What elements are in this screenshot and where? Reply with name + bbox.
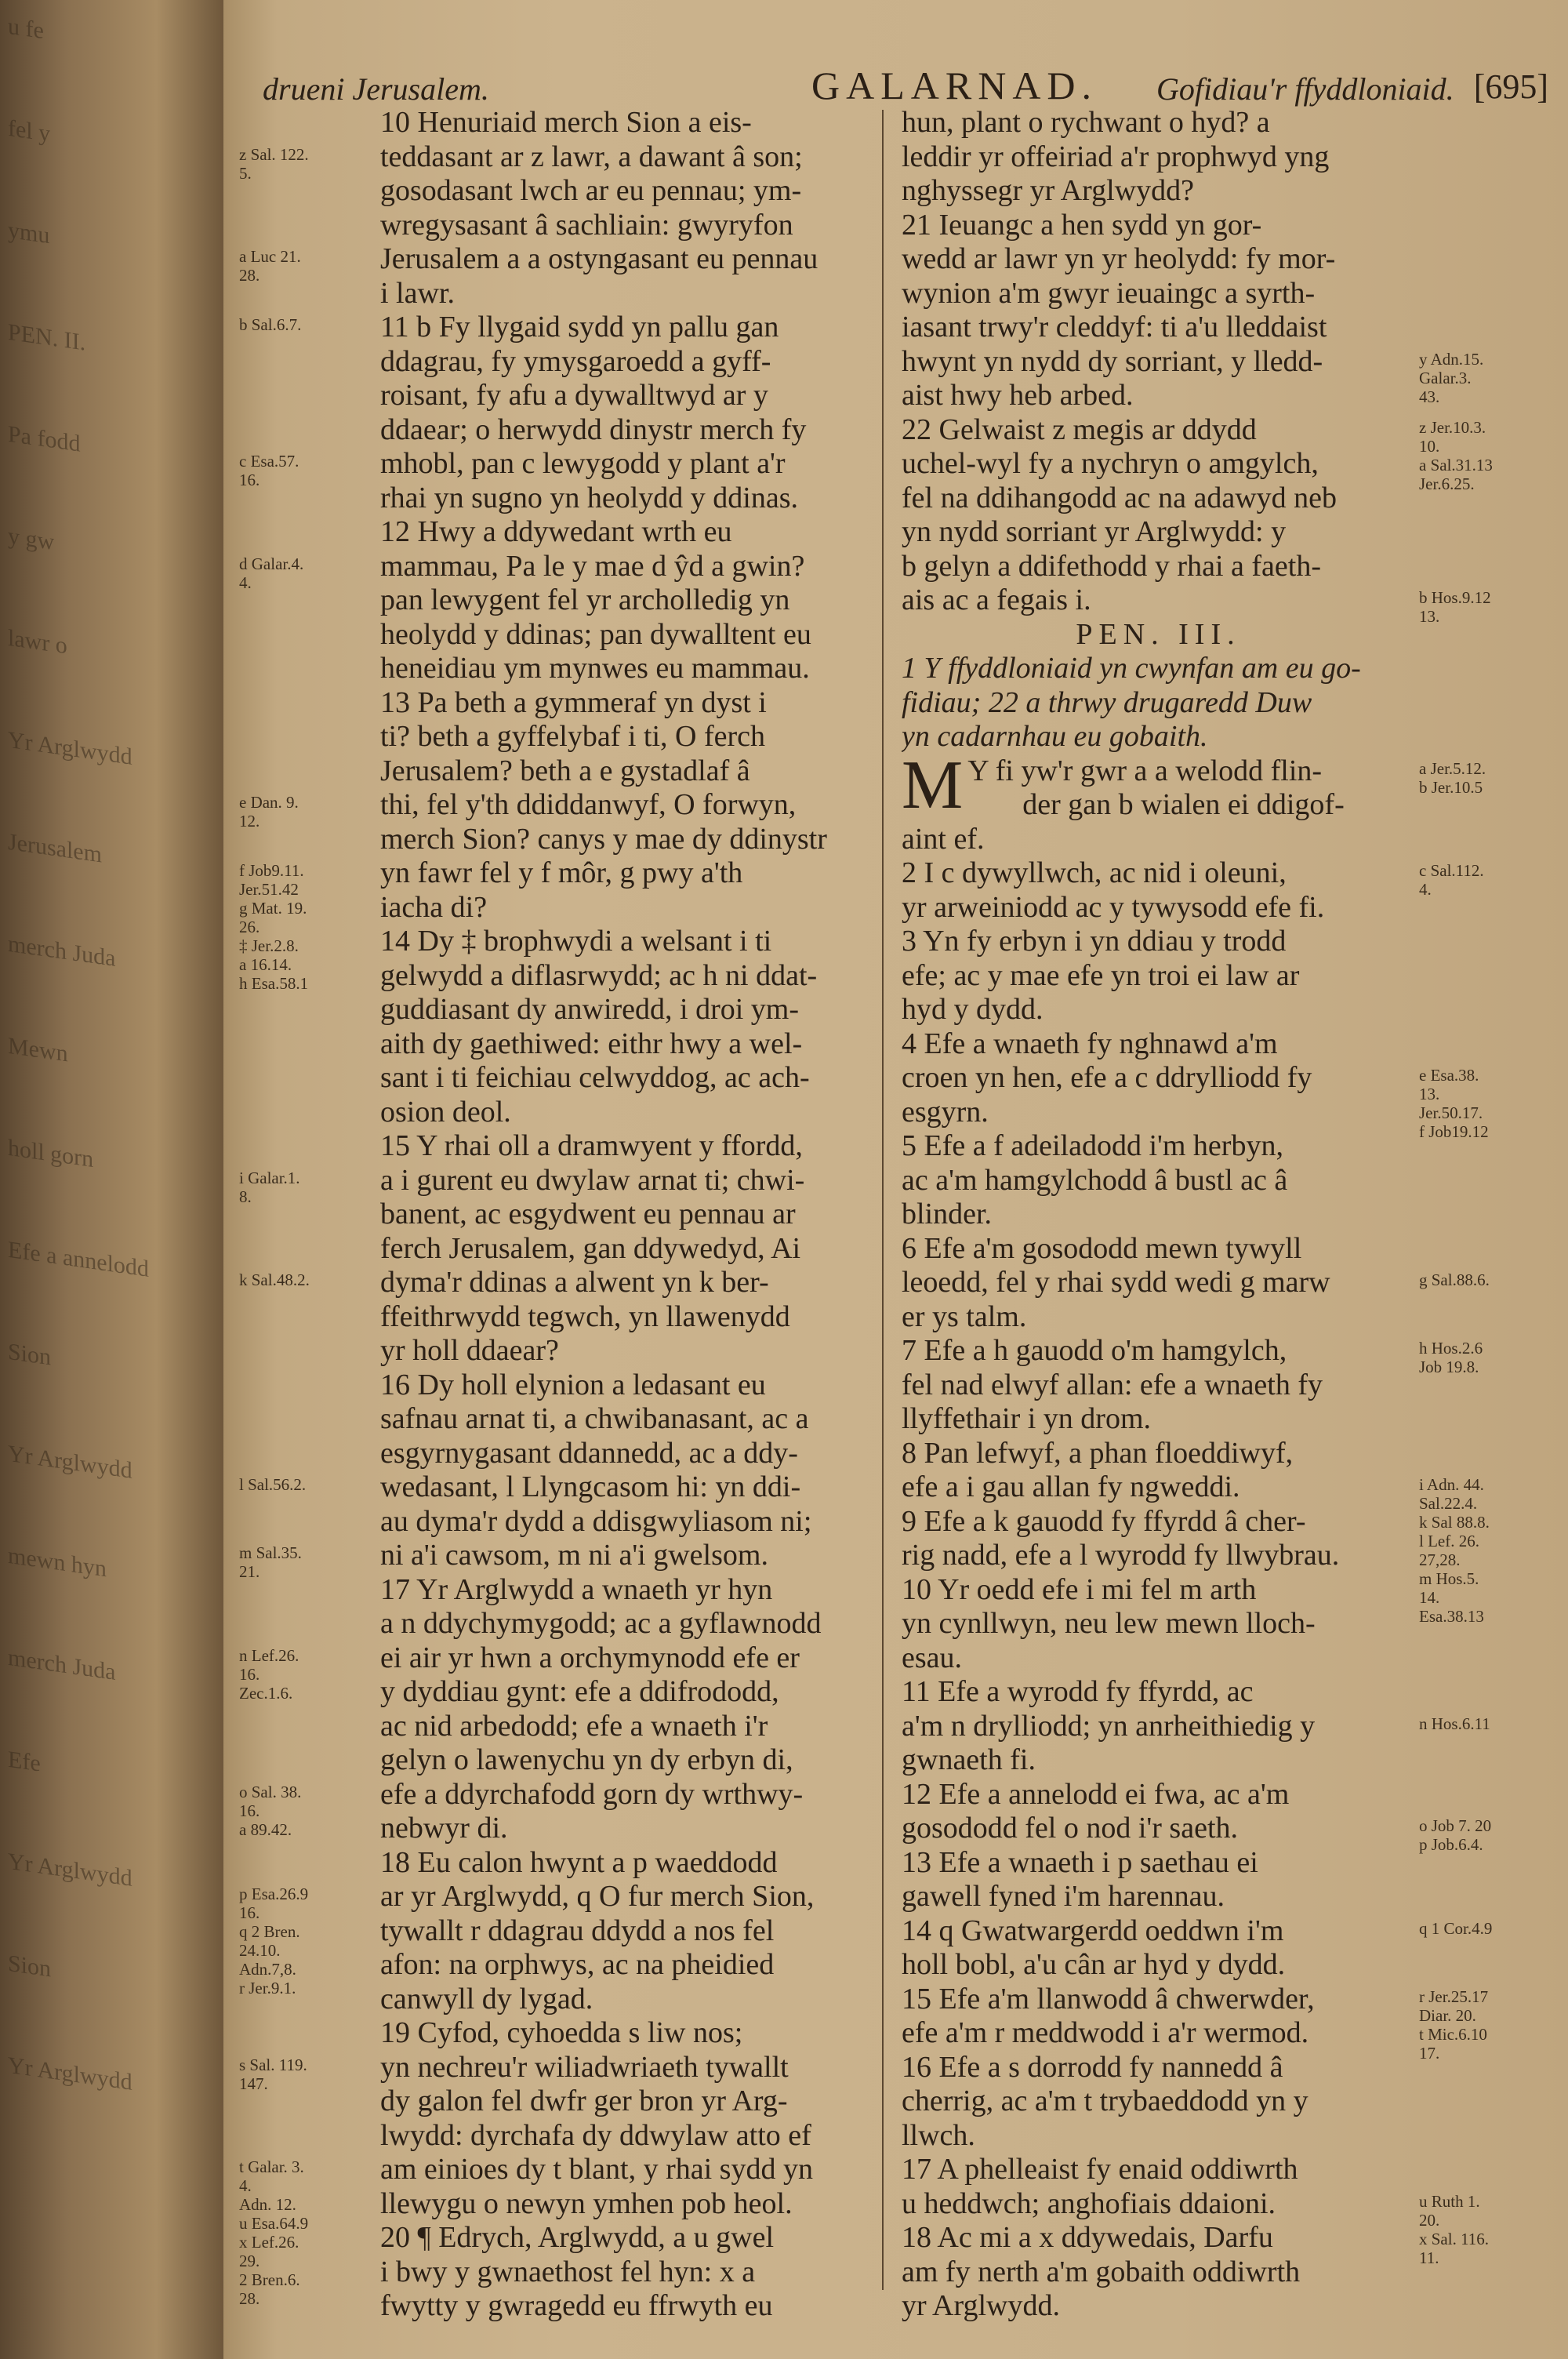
verse-line: croen yn hen, efe a c ddrylliodd fy xyxy=(902,1061,1312,1094)
margin-reference: z Sal. 122. 5. xyxy=(239,144,309,183)
facing-page-fragment: Jerusalem xyxy=(8,828,102,868)
margin-reference: k Sal.48.2. xyxy=(239,1270,310,1289)
header-left: drueni Jerusalem. xyxy=(263,71,489,107)
verse-line: 11 b Fy llygaid sydd yn pallu gan xyxy=(380,311,779,343)
verse-line: ffeithrwydd tegwch, yn llawenydd xyxy=(380,1299,790,1333)
drop-cap: M xyxy=(902,747,964,823)
margin-reference: l Sal.56.2. xyxy=(239,1475,307,1494)
verse-line: ddaear; o herwydd dinystr merch fy xyxy=(380,413,807,446)
verse-line: leoedd, fel y rhai sydd wedi g marw xyxy=(902,1266,1330,1299)
facing-page-fragment: ymu xyxy=(8,216,50,249)
verse-line: uchel-wyl fy a nychryn o amgylch, xyxy=(902,447,1319,480)
header-title: GALARNAD. xyxy=(811,64,1098,107)
verse-line: gelyn o lawenychu yn dy erbyn di, xyxy=(380,1743,793,1776)
verse-line: wynion a'm gwyr ieuaingc a syrth- xyxy=(902,276,1316,310)
verse-line: i lawr. xyxy=(380,276,455,310)
verse-line: fwytty y gwragedd eu ffrwyth eu xyxy=(380,2289,773,2322)
verse-line: aith dy gaethiwed: eithr hwy a wel- xyxy=(380,1027,803,1060)
margin-reference: s Sal. 119. 147. xyxy=(239,2055,307,2093)
facing-page-fragment: y gw xyxy=(8,522,55,556)
facing-page-fragment: lawr o xyxy=(8,624,67,660)
verse-line: cherrig, ac a'm t trybaeddodd yn y xyxy=(902,2085,1308,2117)
verse-line: nghyssegr yr Arglwydd? xyxy=(902,174,1194,207)
verse-line: yn nechreu'r wiliadwriaeth tywallt xyxy=(380,2050,789,2084)
verse-line: Jerusalem a a ostyngasant eu pennau xyxy=(380,242,818,275)
chapter-summary-line: yn cadarnhau eu gobaith. xyxy=(902,720,1208,753)
running-header xyxy=(263,63,1548,110)
facing-page-fragment: Yr Arglwydd xyxy=(8,1440,132,1485)
verse-line: ac a'm hamgylchodd â bustl ac â xyxy=(902,1163,1288,1197)
verse-line: lwydd: dyrchafa dy ddwylaw atto ef xyxy=(380,2118,811,2152)
verse-line: mammau, Pa le y mae d ŷd a gwin? xyxy=(380,549,805,583)
verse-line: ac nid arbedodd; efe a wnaeth i'r xyxy=(380,1709,768,1743)
verse-line: rig nadd, efe a l wyrodd fy llwybrau. xyxy=(902,1539,1340,1572)
margin-reference: e Dan. 9. 12. xyxy=(239,793,299,831)
margin-reference: e Esa.38. 13. Jer.50.17. f Job19.12 xyxy=(1419,1066,1489,1141)
margin-reference: b Hos.9.12 13. xyxy=(1419,588,1491,626)
margin-reference: g Sal.88.6. xyxy=(1419,1270,1490,1289)
verse-line: holl bobl, a'u cân ar hyd y dydd. xyxy=(902,1948,1286,1981)
margin-reference: o Sal. 38. 16. a 89.42. xyxy=(239,1782,302,1839)
verse-line: a'm n drylliodd; yn anrheithiedig y xyxy=(902,1709,1316,1743)
facing-page-fragment: Pa fodd xyxy=(8,420,81,457)
margin-reference: i Adn. 44. Sal.22.4. k Sal 88.8. l Lef. 26. 27,28. m Hos.5. 14. Esa.38.13 xyxy=(1419,1475,1490,1626)
margin-reference: q 1 Cor.4.9 xyxy=(1419,1918,1493,1938)
verse-line: wregysasant â sachliain: gwyryfon xyxy=(380,208,793,242)
verse-line: 11 Efe a wyrodd fy ffyrdd, ac xyxy=(902,1675,1254,1708)
verse-line: wedasant, l Llyngcasom hi: yn ddi- xyxy=(380,1470,801,1503)
verse-line: 5 Efe a f adeiladodd i'm herbyn, xyxy=(902,1129,1283,1162)
verse-line: merch Sion? canys y mae dy ddinystr xyxy=(380,822,827,856)
verse-line: efe a ddyrchafodd gorn dy wrthwy- xyxy=(380,1777,804,1811)
verse-line: efe a i gau allan fy ngweddi. xyxy=(902,1470,1240,1503)
margin-reference: z Jer.10.3. 10. a Sal.31.13 Jer.6.25. xyxy=(1419,417,1493,493)
verse-line: heneidiau ym mynwes eu mammau. xyxy=(380,652,810,685)
verse-line: b gelyn a ddifethodd y rhai a faeth- xyxy=(902,549,1321,583)
facing-page-fragment: Sion xyxy=(8,1338,52,1371)
verse-line: iacha di? xyxy=(380,890,488,924)
margin-reference: o Job 7. 20 p Job.6.4. xyxy=(1419,1816,1492,1854)
margin-reference: i Galar.1. 8. xyxy=(239,1168,300,1206)
margin-reference: p Esa.26.9 16. q 2 Bren. 24.10. Adn.7,8. r Jer.9.1. xyxy=(239,1885,309,1997)
left-column-text xyxy=(380,106,873,2324)
verse-line: ti? beth a gyffelybaf i ti, O ferch xyxy=(380,720,765,753)
verse-line: tywallt r ddagrau ddydd a nos fel xyxy=(380,1914,775,1947)
verse-line: dy galon fel dwfr ger bron yr Arg- xyxy=(380,2085,788,2117)
verse-line: ar yr Arglwydd, q O fur merch Sion, xyxy=(380,1880,815,1913)
margin-reference: h Hos.2.6 Job 19.8. xyxy=(1419,1339,1483,1376)
verse-line: M Y fi yw'r gwr a a welodd flin- xyxy=(902,747,1323,823)
verse-line: fel na ddihangodd ac na adawyd neb xyxy=(902,481,1338,514)
verse-line: 15 Efe a'm llanwodd â chwerwder, xyxy=(902,1982,1315,2016)
header-right: Gofidiau'r ffyddloniaid. xyxy=(1156,71,1454,107)
verse-line: 10 Yr oedd efe i mi fel m arth xyxy=(902,1572,1257,1606)
verse-line: 12 Hwy a ddywedant wrth eu xyxy=(380,515,732,548)
verse-line: safnau arnat ti, a chwibanasant, ac a xyxy=(380,1402,809,1435)
verse-line: heolydd y ddinas; pan dywalltent eu xyxy=(380,617,811,651)
verse-line: hwynt yn nydd dy sorriant, y lledd- xyxy=(902,344,1323,378)
page-number: [695] xyxy=(1473,67,1548,106)
verse-line: am fy nerth a'm gobaith oddiwrth xyxy=(902,2255,1301,2288)
chapter-summary-line: fidiau; 22 a thrwy drugaredd Duw xyxy=(902,685,1312,719)
verse-line: 3 Yn fy erbyn i yn ddiau y trodd xyxy=(902,925,1287,958)
verse-line: nebwyr di. xyxy=(380,1812,508,1845)
verse-line: Jerusalem? beth a e gystadlaf â xyxy=(380,754,750,787)
facing-page-fragment: Mewn xyxy=(8,1032,68,1067)
verse-line: ais ac a fegais i. xyxy=(902,583,1091,616)
verse-line: yn fawr fel y f môr, g pwy a'th xyxy=(380,856,743,889)
verse-line: aist hwy heb arbed. xyxy=(902,379,1134,412)
margin-reference: r Jer.25.17 Diar. 20. t Mic.6.10 17. xyxy=(1419,1986,1489,2063)
verse-line: 21 Ieuangc a hen sydd yn gor- xyxy=(902,208,1262,242)
facing-page-fragment: holl gorn xyxy=(8,1134,94,1173)
verse-line: gosododd fel o nod i'r saeth. xyxy=(902,1812,1239,1845)
verse-line: a n ddychymygodd; ac a gyflawnodd xyxy=(380,1607,822,1640)
verse-line: 20 ¶ Edrych, Arglwydd, a u gwel xyxy=(380,2221,774,2254)
verse-line: 14 Dy ‡ brophwydi a welsant i ti xyxy=(380,925,772,958)
verse-line: hyd y dydd. xyxy=(902,993,1044,1026)
facing-page-fragment: Sion xyxy=(8,1950,52,1983)
verse-line: 2 I c dywyllwch, ac nid i oleuni, xyxy=(902,856,1287,889)
verse-line: efe; ac y mae efe yn troi ei law ar xyxy=(902,958,1300,992)
verse-line: afon: na orphwys, ac na pheidied xyxy=(380,1948,775,1981)
verse-line: 17 A phelleaist fy enaid oddiwrth xyxy=(902,2153,1298,2186)
margin-reference: f Job9.11. Jer.51.42 g Mat. 19. 26. ‡ Jer.2.8. a 16.14. h Esa.58.1 xyxy=(239,861,309,993)
margin-reference: n Hos.6.11 xyxy=(1419,1714,1490,1733)
verse-line: er ys talm. xyxy=(902,1299,1027,1333)
verse-line: thi, fel y'th ddiddanwyf, O forwyn, xyxy=(380,788,797,821)
verse-line: wedd ar lawr yn yr heolydd: fy mor- xyxy=(902,242,1336,275)
verse-line: osion deol. xyxy=(380,1095,511,1129)
margin-reference: d Galar.4. 4. xyxy=(239,554,304,592)
facing-page-fragment: Yr Arglwydd xyxy=(8,726,132,771)
verse-line: yr Arglwydd. xyxy=(902,2289,1060,2322)
verse-line: fel nad elwyf allan: efe a wnaeth fy xyxy=(902,1368,1323,1401)
facing-page-gutter xyxy=(0,0,223,2359)
book-page xyxy=(223,0,1568,2359)
verse-line: gawell fyned i'm harennau. xyxy=(902,1880,1225,1913)
verse-line: sant i ti feichiau celwyddog, ac ach- xyxy=(380,1061,810,1094)
margin-reference: u Ruth 1. 20. x Sal. 116. 11. xyxy=(1419,2191,1490,2267)
verse-line: ferch Jerusalem, gan ddywedyd, Ai xyxy=(380,1231,801,1265)
verse-line: a i gurent eu dwylaw arnat ti; chwi- xyxy=(380,1163,805,1197)
verse-line: teddasant ar z lawr, a dawant â son; xyxy=(380,140,803,173)
verse-line: esgyrnygasant ddannedd, ac a ddy- xyxy=(380,1436,798,1470)
margin-reference: m Sal.35. 21. xyxy=(239,1543,302,1581)
verse-line: yr holl ddaear? xyxy=(380,1334,559,1367)
margin-reference: c Esa.57. 16. xyxy=(239,452,299,489)
verse-line: hun, plant o rychwant o hyd? a xyxy=(902,106,1270,139)
verse-line: blinder. xyxy=(902,1198,993,1230)
facing-page-fragment: Yr Arglwydd xyxy=(8,1848,132,1892)
verse-line: esgyrn. xyxy=(902,1095,989,1129)
facing-page-fragment: PEN. II. xyxy=(8,318,86,356)
margin-reference: a Luc 21. 28. xyxy=(239,247,301,285)
facing-page-fragment: merch Juda xyxy=(8,1644,116,1686)
verse-line: gwnaeth fi. xyxy=(902,1743,1036,1776)
verse-line: 16 Efe a s dorrodd fy nannedd â xyxy=(902,2050,1283,2084)
verse-line: leddir yr offeiriad a'r prophwyd yng xyxy=(902,140,1330,173)
verse-line: roisant, fy afu a dywalltwyd ar y xyxy=(380,379,768,412)
verse-line: au dyma'r dydd a ddisgwyliasom ni; xyxy=(380,1504,812,1538)
verse-line: 13 Pa beth a gymmeraf yn dyst i xyxy=(380,685,767,719)
verse-line: der gan b wialen ei ddigof- xyxy=(1022,788,1345,821)
verse-line: efe a'm r meddwodd i a'r wermod. xyxy=(902,2016,1309,2049)
verse-line: 18 Eu calon hwynt a p waeddodd xyxy=(380,1845,778,1879)
facing-page-text xyxy=(8,9,212,2179)
margin-reference: b Sal.6.7. xyxy=(239,315,302,334)
verse-line: 16 Dy holl elynion a ledasant eu xyxy=(380,1368,766,1401)
verse-line: canwyll dy lygad. xyxy=(380,1982,593,2016)
verse-line: am einioes dy t blant, y rhai sydd yn xyxy=(380,2153,813,2186)
verse-line: iasant trwy'r cleddyf: ti a'u lleddaist xyxy=(902,311,1327,343)
verse-line: llewygu o newyn ymhen pob heol. xyxy=(380,2186,793,2220)
verse-line: yn nydd sorriant yr Arglwydd: y xyxy=(902,515,1287,548)
verse-line: u heddwch; anghofiais ddaioni. xyxy=(902,2186,1276,2220)
verse-line: mhobl, pan c lewygodd y plant a'r xyxy=(380,447,786,480)
facing-page-fragment: mewn hyn xyxy=(8,1542,107,1583)
facing-page-fragment: Efe xyxy=(8,1746,41,1777)
verse-line: banent, ac esgydwent eu pennau ar xyxy=(380,1198,796,1230)
verse-line: 18 Ac mi a x ddywedais, Darfu xyxy=(902,2221,1273,2254)
margin-reference: n Lef.26. 16. Zec.1.6. xyxy=(239,1645,299,1703)
verse-line: esau. xyxy=(902,1641,963,1674)
margin-reference: c Sal.112. 4. xyxy=(1419,861,1484,899)
margin-reference: a Jer.5.12. b Jer.10.5 xyxy=(1419,758,1486,797)
verse-line: yn cynllwyn, neu lew mewn lloch- xyxy=(902,1607,1316,1640)
column-divider xyxy=(882,110,884,2290)
verse-line: ddagrau, fy ymysgaroedd a gyff- xyxy=(380,344,771,378)
verse-line: 9 Efe a k gauodd fy ffyrdd â cher- xyxy=(902,1504,1306,1538)
verse-line: 7 Efe a h gauodd o'm hamgylch, xyxy=(902,1334,1287,1367)
verse-line: 6 Efe a'm gosododd mewn tywyll xyxy=(902,1231,1302,1265)
verse-line: pan lewygent fel yr archolledig yn xyxy=(380,583,790,616)
verse-line: ni a'i cawsom, m ni a'i gwelsom. xyxy=(380,1539,768,1572)
facing-page-fragment: fel y xyxy=(8,114,51,147)
chapter-heading: PEN. III. xyxy=(1076,617,1241,651)
verse-line: 14 q Gwatwargerdd oeddwn i'm xyxy=(902,1914,1284,1947)
verse-line: 15 Y rhai oll a dramwyent y ffordd, xyxy=(380,1129,803,1162)
verse-line: 4 Efe a wnaeth fy nghnawd a'm xyxy=(902,1027,1278,1060)
verse-line: guddiasant dy anwiredd, i droi ym- xyxy=(380,993,800,1026)
verse-line: 22 Gelwaist z megis ar ddydd xyxy=(902,413,1257,446)
verse-line: y dyddiau gynt: efe a ddifrododd, xyxy=(380,1675,779,1708)
verse-line: llyffethair i yn drom. xyxy=(902,1402,1152,1435)
facing-page-fragment: Yr Arglwydd xyxy=(8,2052,132,2096)
verse-line: gosodasant lwch ar eu pennau; ym- xyxy=(380,174,802,207)
verse-line: 19 Cyfod, cyhoedda s liw nos; xyxy=(380,2016,743,2049)
verse-line: dyma'r ddinas a alwent yn k ber- xyxy=(380,1266,769,1299)
facing-page-fragment: u fe xyxy=(8,13,44,45)
verse-line: yr arweiniodd ac y tywysodd efe fi. xyxy=(902,890,1325,924)
facing-page-fragment: merch Juda xyxy=(8,930,116,972)
margin-reference: y Adn.15. Galar.3. 43. xyxy=(1419,349,1484,406)
right-column-text xyxy=(902,106,1415,2324)
verse-line: gelwydd a diflasrwydd; ac h ni ddat- xyxy=(380,958,818,992)
facing-page-fragment: Efe a annelodd xyxy=(8,1236,149,1283)
verse-line: 17 Yr Arglwydd a wnaeth yr hyn xyxy=(380,1572,773,1606)
verse-line: llwch. xyxy=(902,2118,975,2152)
verse-line: i bwy y gwnaethost fel hyn: x a xyxy=(380,2255,756,2288)
verse-line: aint ef. xyxy=(902,822,985,856)
verse-line: 12 Efe a annelodd ei fwa, ac a'm xyxy=(902,1777,1290,1811)
verse-line: 13 Efe a wnaeth i p saethau ei xyxy=(902,1845,1258,1879)
verse-line: 10 Henuriaid merch Sion a eis- xyxy=(380,106,752,139)
margin-reference: t Galar. 3. 4. Adn. 12. u Esa.64.9 x Lef.26. 29. 2 Bren.6. 28. xyxy=(239,2157,309,2308)
verse-line: 8 Pan lefwyf, a phan floeddiwyf, xyxy=(902,1436,1294,1470)
verse-line: ei air yr hwn a orchymynodd efe er xyxy=(380,1641,800,1674)
chapter-summary-line: 1 Y ffyddloniaid yn cwynfan am eu go- xyxy=(902,652,1361,685)
verse-line: rhai yn sugno yn heolydd y ddinas. xyxy=(380,481,799,514)
